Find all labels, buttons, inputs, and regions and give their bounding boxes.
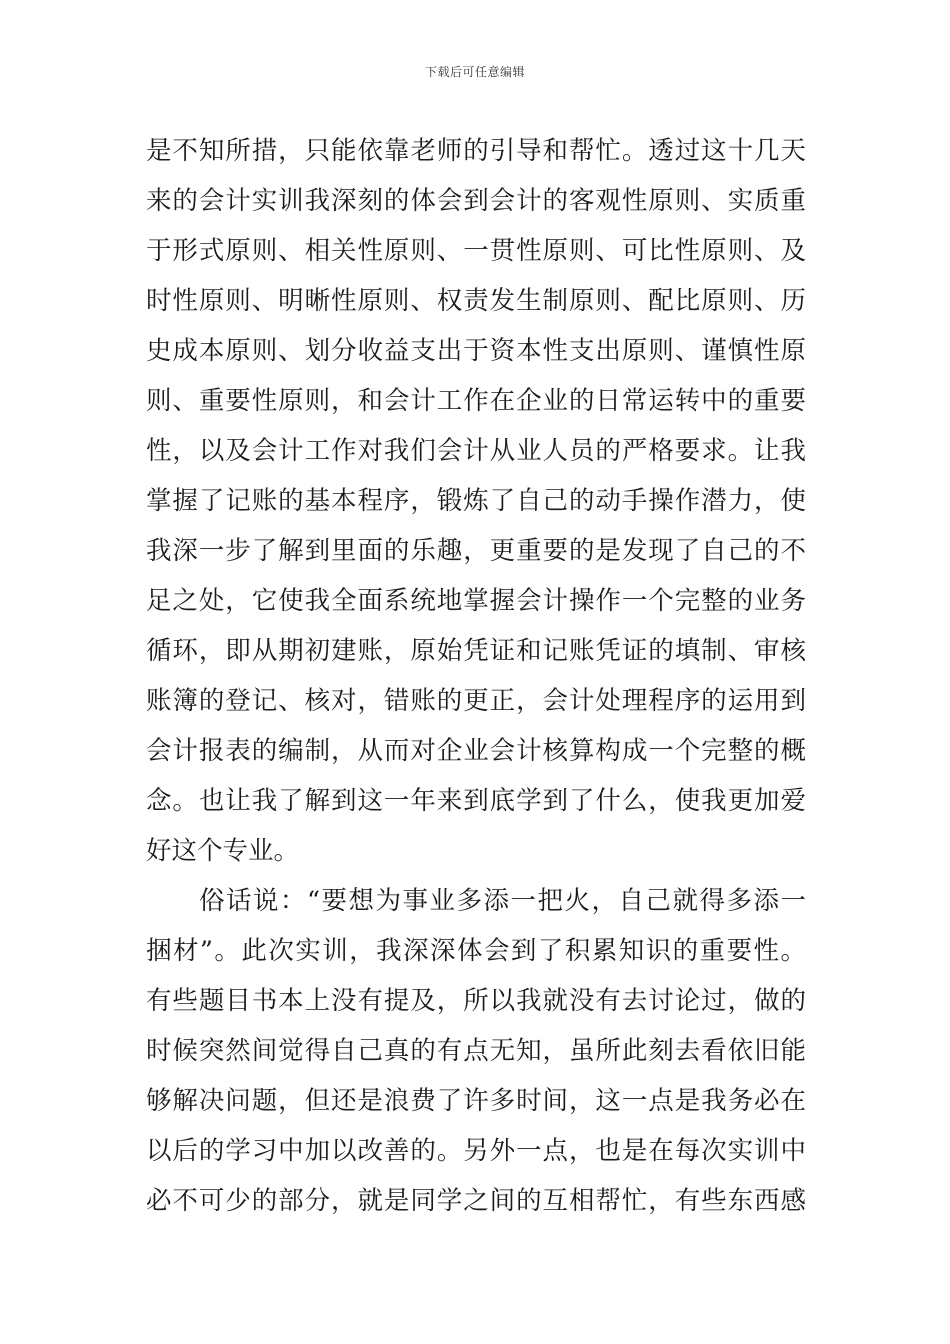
text-line: 循环，即从期初建账，原始凭证和记账凭证的填制、审核 [146,636,806,666]
page-header: 下载后可任意编辑 [424,65,525,79]
text-line: 来的会计实训我深刻的体会到会计的客观性原则、实质重 [146,186,806,216]
text-line: 性，以及会计工作对我们会计从业人员的严格要求。让我 [146,436,806,466]
text-line: 时性原则、明晰性原则、权责发生制原则、配比原则、历 [146,286,806,316]
text-line: 账簿的登记、核对，错账的更正，会计处理程序的运用到 [146,686,806,716]
text-line: 足之处，它使我全面系统地掌握会计操作一个完整的业务 [146,586,806,616]
text-line: 有些题目书本上没有提及，所以我就没有去讨论过，做的 [146,986,806,1016]
body-text [146,126,806,1226]
paragraph-first-line: 俗话说：“要想为事业多添一把火，自己就得多添一 [199,886,806,916]
text-line: 史成本原则、划分收益支出于资本性支出原则、谨慎性原 [146,336,806,366]
text-line: 好这个专业。 [146,836,300,866]
text-line: 掌握了记账的基本程序，锻炼了自己的动手操作潜力，使 [146,486,806,516]
text-line: 必不可少的部分，就是同学之间的互相帮忙，有些东西感 [146,1186,806,1216]
text-line: 时候突然间觉得自己真的有点无知，虽所此刻去看依旧能 [146,1036,806,1066]
text-line: 够解决问题，但还是浪费了许多时间，这一点是我务必在 [146,1086,806,1116]
text-line: 是不知所措，只能依靠老师的引导和帮忙。透过这十几天 [146,136,806,166]
text-line: 则、重要性原则，和会计工作在企业的日常运转中的重要 [146,386,806,416]
text-line: 我深一步了解到里面的乐趣，更重要的是发现了自己的不 [146,536,806,566]
text-line: 于形式原则、相关性原则、一贯性原则、可比性原则、及 [146,236,806,266]
text-line: 会计报表的编制，从而对企业会计核算构成一个完整的概 [146,736,806,766]
text-line: 捆材”。此次实训，我深深体会到了积累知识的重要性。 [146,936,806,966]
text-line: 念。也让我了解到这一年来到底学到了什么，使我更加爱 [146,786,806,816]
text-line: 以后的学习中加以改善的。另外一点，也是在每次实训中 [146,1136,806,1166]
